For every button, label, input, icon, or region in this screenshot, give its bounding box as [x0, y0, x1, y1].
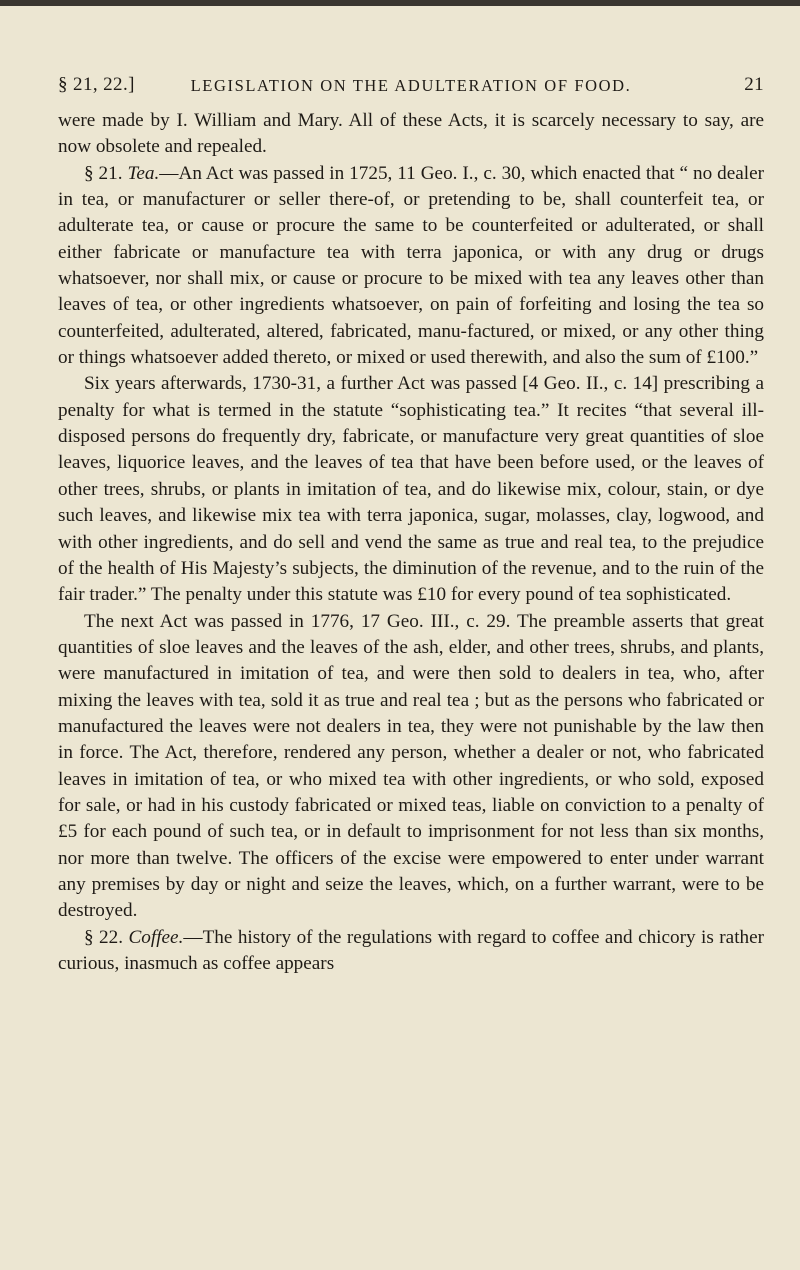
paragraph-section-21 — [58, 161, 764, 372]
book-page — [58, 74, 764, 977]
top-border-rule — [0, 0, 800, 6]
paragraph-section-22 — [58, 925, 764, 978]
section-mark: § 22. — [84, 926, 124, 948]
paragraph-text: —An Act was passed in 1725, 11 Geo. I., c. 30, which enacted that “ no dealer in tea, or manufacturer or seller there-of, or pretending to be, shall counterfeit tea, or adulterate tea, or cause or procure the same to be counterfeited or adulterated, or shall either fabricate or manufacture tea with terra japonica, or with any drug or drugs whatsoever, nor shall mix, or cause or procure to be mixed with tea any leaves other than leaves of tea, or other ingredients whatsoever, on pain of forfeiting and losing the tea so counterfeited, adulterated, altered, fabricated, manu-factured, or mixed, or any other thing or things whatsoever added thereto, or mixed or used therewith, and also the sum of £100.” — [58, 162, 764, 369]
paragraph-text: The next Act was passed in 1776, 17 Geo. III., c. 29. The preamble asserts that great quantities of sloe leaves and the leaves of the ash, elder, and other trees, shrubs, and plants, were manufactured in imitation of tea, and were then sold to dealers in tea, who, after mixing the leaves with tea, sold it as true and real tea ; but as the persons who fabricated or manufactured the leaves were not dealers in tea, they were not punishable by the law then in force. The Act, therefore, rendered any person, whether a dealer or not, who fabricated leaves in imitation of tea, or who mixed tea with other ingredients, or who sold, exposed for sale, or had in his custody fabricated or mixed teas, liable on conviction to a penalty of £5 for each pound of such tea, or in default to imprisonment for not less than six months, nor more than twelve. The officers of the excise were empowered to enter under warrant any premises by day or night and seize the leaves, which, on a further warrant, were to be destroyed. — [58, 610, 764, 922]
paragraph-1776-act — [58, 609, 764, 925]
section-mark: § 21. — [84, 162, 123, 184]
section-heading-tea: Tea. — [127, 162, 160, 184]
paragraph-continuation — [58, 108, 764, 161]
paragraph-text: Six years afterwards, 1730-31, a further Act was passed [4 Geo. II., c. 14] prescribing a penalty for what is termed in the statute “sophisticating tea.” It recites “that several ill-disposed persons do frequently dry, fabricate, or manufacture very great quantities of sloe leaves, liquorice leaves, and the leaves of tea that have been before used, or the leaves of other trees, shrubs, or plants in imitation of tea, and do likewise mix, colour, stain, or dye such leaves, and likewise mix tea with terra japonica, sugar, molasses, clay, logwood, and with other ingredients, and do sell and vend the same as true and real tea, to the prejudice of the health of His Majesty’s subjects, the diminution of the revenue, and to the ruin of the fair trader.” The penalty under this statute was £10 for every pound of tea sophisticated. — [58, 373, 764, 606]
paragraph-text: —The history of the regulations with regard to coffee and chicory is rather curious, inasmuch as coffee appears — [58, 926, 765, 974]
header-running-title: LEGISLATION ON THE ADULTERATION OF FOOD. — [190, 76, 632, 95]
paragraph-1730-act — [58, 371, 764, 608]
paragraph-text: were made by I. William and Mary. All of these Acts, it is scarcely necessary to say, are now obsolete and repealed. — [58, 110, 764, 158]
header-section-ref: § 21, 22.] — [58, 74, 135, 95]
page-body — [58, 108, 764, 977]
page-number: 21 — [744, 74, 764, 95]
running-header — [58, 74, 764, 108]
section-heading-coffee: Coffee. — [128, 926, 184, 948]
